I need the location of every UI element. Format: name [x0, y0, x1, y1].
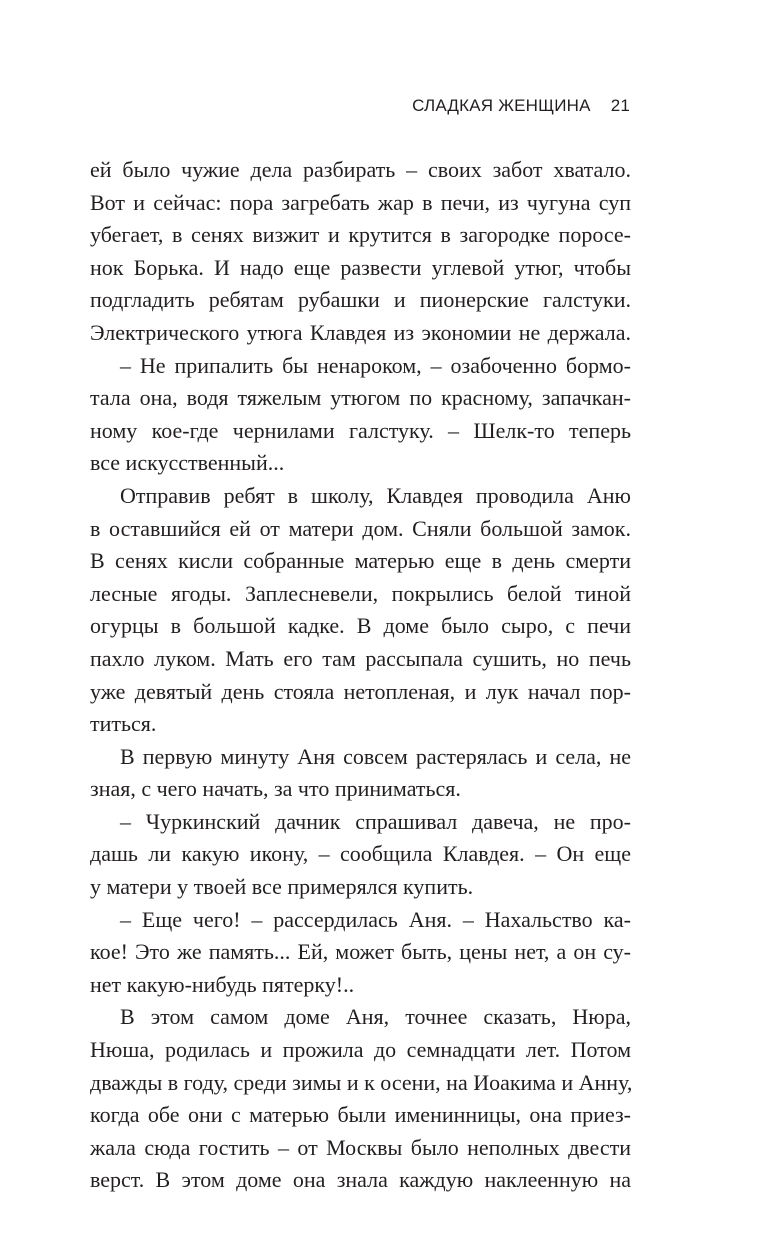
text-line: В этом самом доме Аня, точнее сказать, Нюра,	[120, 1004, 631, 1030]
text-line: Электрического утюга Клавдея из экономии не держала.	[90, 319, 631, 345]
paragraph	[90, 154, 631, 350]
text-line: огурцы в большой кадке. В доме было сыро, с печи	[90, 613, 631, 639]
text-line: Вот и сейчас: пора загребать жар в печи, из чугуна суп	[90, 189, 631, 215]
text-line: дашь ли какую икону, – сообщила Клавдея. – Он еще	[90, 841, 631, 867]
text-line: пахло луком. Мать его там рассыпала сушить, но печь	[90, 645, 631, 671]
text-line: Нюша, родилась и прожила до семнадцати лет. Потом	[90, 1037, 631, 1063]
text-line: уже девятый день стояла нетопленая, и лук начал пор-	[90, 678, 631, 704]
text-line: В сенях кисли собранные матерью еще в день смерти	[90, 548, 631, 574]
text-line: нет какую-нибудь пятерку!..	[90, 971, 355, 997]
text-line: в оставшийся ей от матери дом. Сняли большой замок.	[90, 515, 631, 541]
text-line: нок Борька. И надо еще развести углевой утюг, чтобы	[90, 254, 631, 280]
text-line: тала она, водя тяжелым утюгом по красному, запачкан-	[90, 385, 631, 411]
text-line: титься.	[90, 711, 157, 737]
text-line: у матери у твоей все примерялся купить.	[90, 874, 474, 900]
text-line: ей было чужие дела разбирать – своих забот хватало.	[90, 157, 631, 182]
paragraph	[90, 350, 631, 480]
text-line: жала сюда гостить – от Москвы было неполных двести	[90, 1134, 631, 1160]
paragraph	[90, 480, 631, 741]
text-line: – Чуркинский дачник спрашивал давеча, не про-	[120, 808, 631, 834]
paragraph	[90, 806, 631, 904]
text-line: ному кое-где чернилами галстуку. – Шелк-то теперь	[90, 417, 631, 443]
text-line: – Не припалить бы ненароком, – озабоченно бормо-	[120, 352, 631, 378]
text-line: когда обе они с матерью были именинницы, она приез-	[90, 1102, 631, 1128]
text-line: дважды в году, среди зимы и к осени, на Иоакима и Анну,	[90, 1069, 633, 1095]
text-line: – Еще чего! – рассердилась Аня. – Нахальство ка-	[120, 906, 631, 932]
text-line: верст. В этом доме она знала каждую наклеенную на	[90, 1167, 631, 1193]
text-line: В первую минуту Аня совсем растерялась и села, не	[120, 743, 631, 769]
text-line: подгладить ребятам рубашки и пионерские галстуки.	[90, 287, 631, 313]
paragraph	[90, 741, 631, 806]
text-line: все искусственный...	[90, 450, 285, 476]
paragraph	[90, 1001, 631, 1197]
paragraph	[90, 904, 631, 1002]
body-text	[90, 154, 631, 1197]
book-title: СЛАДКАЯ ЖЕНЩИНА	[412, 96, 591, 115]
text-line: Отправив ребят в школу, Клавдея проводила Аню	[120, 482, 631, 508]
text-line: убегает, в сенях визжит и крутится в загородке поросе-	[90, 222, 631, 248]
text-line: зная, с чего начать, за что приниматься.	[90, 776, 461, 802]
running-header	[412, 96, 630, 116]
text-line: кое! Это же память... Ей, может быть, цены нет, а он су-	[90, 939, 631, 965]
page-number: 21	[610, 96, 630, 115]
text-line: лесные ягоды. Заплесневели, покрылись белой тиной	[90, 580, 631, 606]
